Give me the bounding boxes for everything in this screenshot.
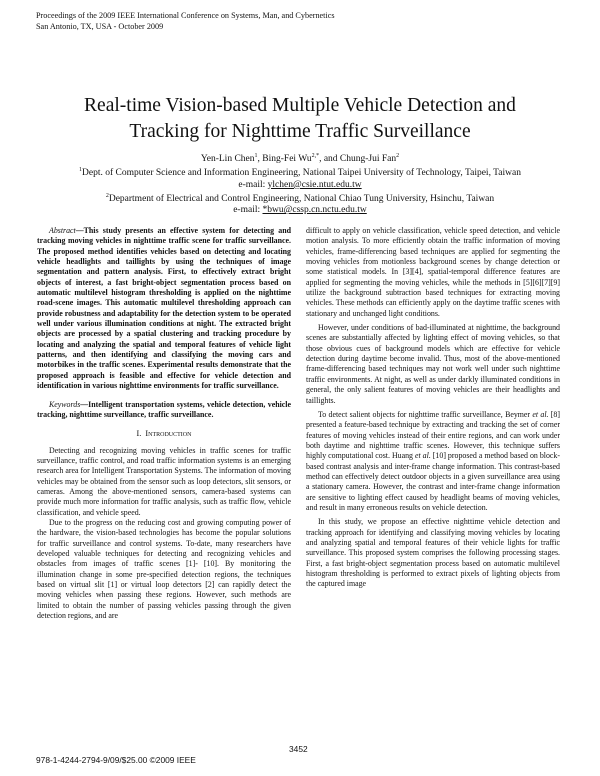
- author-1-sup: 1: [254, 153, 258, 159]
- p5-etal-1: et al.: [532, 409, 549, 419]
- section-number: I.: [136, 429, 142, 439]
- email-1-line: [40, 180, 560, 191]
- isbn-copyright: 978-1-4244-2794-9/09/$25.00 ©2009 IEEE: [36, 755, 196, 765]
- proceedings-line-2: San Antonio, TX, USA - October 2009: [36, 21, 164, 31]
- right-column: [306, 226, 560, 590]
- keywords-text: —Intelligent transportation systems, vehicle detection, vehicle tracking, nighttime surveillance, traffic surveillance.: [37, 399, 291, 419]
- affiliation-1-sup: 1: [79, 167, 82, 174]
- paper-title: [40, 93, 560, 145]
- author-block: [40, 151, 560, 216]
- p5-mid: [8] presented a feature-based technique by extracting and tracking the set of corner features of moving vehicles instead of their entire regions, and can work under both daytime and nighttime traffic scenes. However, this technique suffers highly computational cost. Huang: [306, 409, 560, 461]
- email-2-link[interactable]: *bwu@cssp.cn.nctu.edu.tw: [262, 205, 367, 216]
- proceedings-line-1: Proceedings of the 2009 IEEE International Conference on Systems, Man, and Cybernetics: [36, 11, 335, 20]
- intro-paragraph-2: Due to the progress on the reducing cost and growing computing power of the hardware, the vision-based technologies has become the popular solutions for traffic surveillance and control systems. To-date, many researchers have developed valuable techniques for detecting and recognizing vehicles and obstacles from images of traffic scenes [1]- [10]. By monitoring the illumination change in some pre-specified detection regions, the techniques based on virtual slit [1] or virtual loop detectors [2] can rapidly detect the moving vehicles when passing these regions. However, such methods are limited to obtain the number of passing vehicles passing through the given detection regions, and are: [37, 517, 291, 621]
- page-number: 3452: [289, 744, 308, 754]
- keywords: [37, 400, 291, 421]
- affiliation-2: [40, 191, 560, 205]
- intro-paragraph-5: [306, 410, 560, 513]
- p5-pre: To detect salient objects for nighttime traffic surveillance, Beymer: [318, 409, 531, 419]
- author-1: Yen-Lin Chen: [200, 154, 255, 165]
- abstract: [37, 226, 291, 392]
- affiliation-1-text: Dept. of Computer Science and Information Engineering, National Taipei University of Technology, Taipei, Taiwan: [82, 168, 521, 179]
- email-2-label: e-mail:: [233, 205, 261, 216]
- left-column: [37, 226, 291, 621]
- email-2-line: [40, 205, 560, 216]
- abstract-text: —This study presents an effective system for detecting and tracking moving vehicles in nighttime traffic scene for traffic surveillance. The proposed method identifies vehicles based on detecting and locating vehicle headlights and taillights by using the techniques of image segmentation and pattern analysis. First, to effectively extract bright objects of interest, a fast bright-object segmentation process based on automatic multilevel histogram thresholding is applied on the nighttime road-scene images. This automatic multilevel thresholding approach can provide robustness and adaptability for the detection system to be operated well under various illumination conditions at night. The extracted bright objects are processed by a spatial clustering and tracking procedure by locating and analyzing the spatial and temporal features of vehicle light patterns, and then identifying and classifying the moving cars and motorbikes in the traffic scenes. Experimental results demonstrate that the proposed approach is feasible and effective for vehicle detection and identification in various nighttime environments for traffic surveillance.: [37, 226, 291, 391]
- affiliation-1: [40, 165, 560, 179]
- abstract-label: Abstract: [49, 226, 76, 235]
- author-3-sup: 2: [396, 153, 400, 159]
- intro-paragraph-3: difficult to apply on vehicle classification, vehicle speed detection, and vehicle motion analysis. To more efficiently obtain the traffic information of moving vehicles, frame-differencing based techniques are applied for segmenting the moving vehicles from motionless background scenes by change detection or some statistical models. In [3][4], spatial-temporal difference features are applied for segmenting the moving vehicles, while the methods in [5][6][7][9] utilize the background subtraction based techniques for extracting moving vehicles. These methods can efficiently apply on the daytime traffic scenes with stationary and unchanged light conditions.: [306, 226, 560, 318]
- title-line-1: Real-time Vision-based Multiple Vehicle Detection and: [84, 95, 516, 116]
- section-heading-introduction: [37, 429, 291, 439]
- email-1-label: e-mail:: [238, 179, 266, 190]
- intro-paragraph-4: However, under conditions of bad-illuminated at nighttime, the background scenes are substantially affected by lighting effect of moving vehicles, so that those obvious cues of background models which are effective for vehicle detection during daytime become invalid. Thus, most of the above-mentioned frame-differencing based techniques may not work well under such nighttime traffic environments. At night, as well as under darkly illuminated conditions in general, the only salient features of moving vehicles are their headlights and taillights.: [306, 323, 560, 405]
- keywords-label: Keywords: [49, 399, 81, 409]
- p5-post: [10] proposed a method based on block-based contrast analysis and inter-frame change information. This contrast-based method can effectively detect outdoor objects in a given surveillance area using a stationary camera. However, the contrast and inter-frame change information are sensitive to lighting effect caused by headlight beams of moving vehicles, and result in many erroneous results on vehicle detection.: [306, 451, 560, 512]
- author-3: and Chung-Jui Fan: [323, 154, 397, 165]
- author-2-sup: 2,*: [311, 153, 320, 159]
- author-2: Bing-Fei Wu: [262, 154, 312, 165]
- affiliation-2-text: Department of Electrical and Control Engineering, National Chiao Tung University, Hsinchu, Taiwan: [108, 194, 495, 205]
- affiliation-2-sup: 2: [105, 192, 109, 199]
- intro-paragraph-6: In this study, we propose an effective nighttime vehicle detection and tracking approach for identifying and classifying moving vehicles by locating and analyzing spatial and temporal features of their vehicle lights for traffic surveillance. This proposed system comprises the following processing stages. First, a fast bright-object segmentation process based on automatic multilevel histogram thresholding is performed to extract pixels of lighting objects from the captured image: [306, 517, 560, 589]
- p5-etal-2: et al.: [415, 451, 431, 461]
- title-line-2: Tracking for Nighttime Traffic Surveillance: [129, 121, 471, 142]
- section-title: Introduction: [145, 429, 192, 439]
- proceedings-header: [36, 11, 335, 32]
- author-names: Yen-Lin Chen$^1$, Bing-Fei $Wu^{2,*}$, and Chung-Jui Fan$^2$: [200, 153, 400, 165]
- intro-paragraph-1: Detecting and recognizing moving vehicles in traffic scenes for traffic surveillance, traffic control, and road traffic information systems is an emerging research area for Intelligent Transportation Systems. The information of moving vehicles may be obtained from the sensor such as loop detectors, slit sensors, or cameras. Among the above-mentioned sensors, camera-based systems can provide much more information for traffic analysis, such as traffic flow, vehicle classification, and vehicle speed.: [37, 445, 291, 517]
- email-1-link[interactable]: ylchen@csie.ntut.edu.tw: [267, 179, 362, 190]
